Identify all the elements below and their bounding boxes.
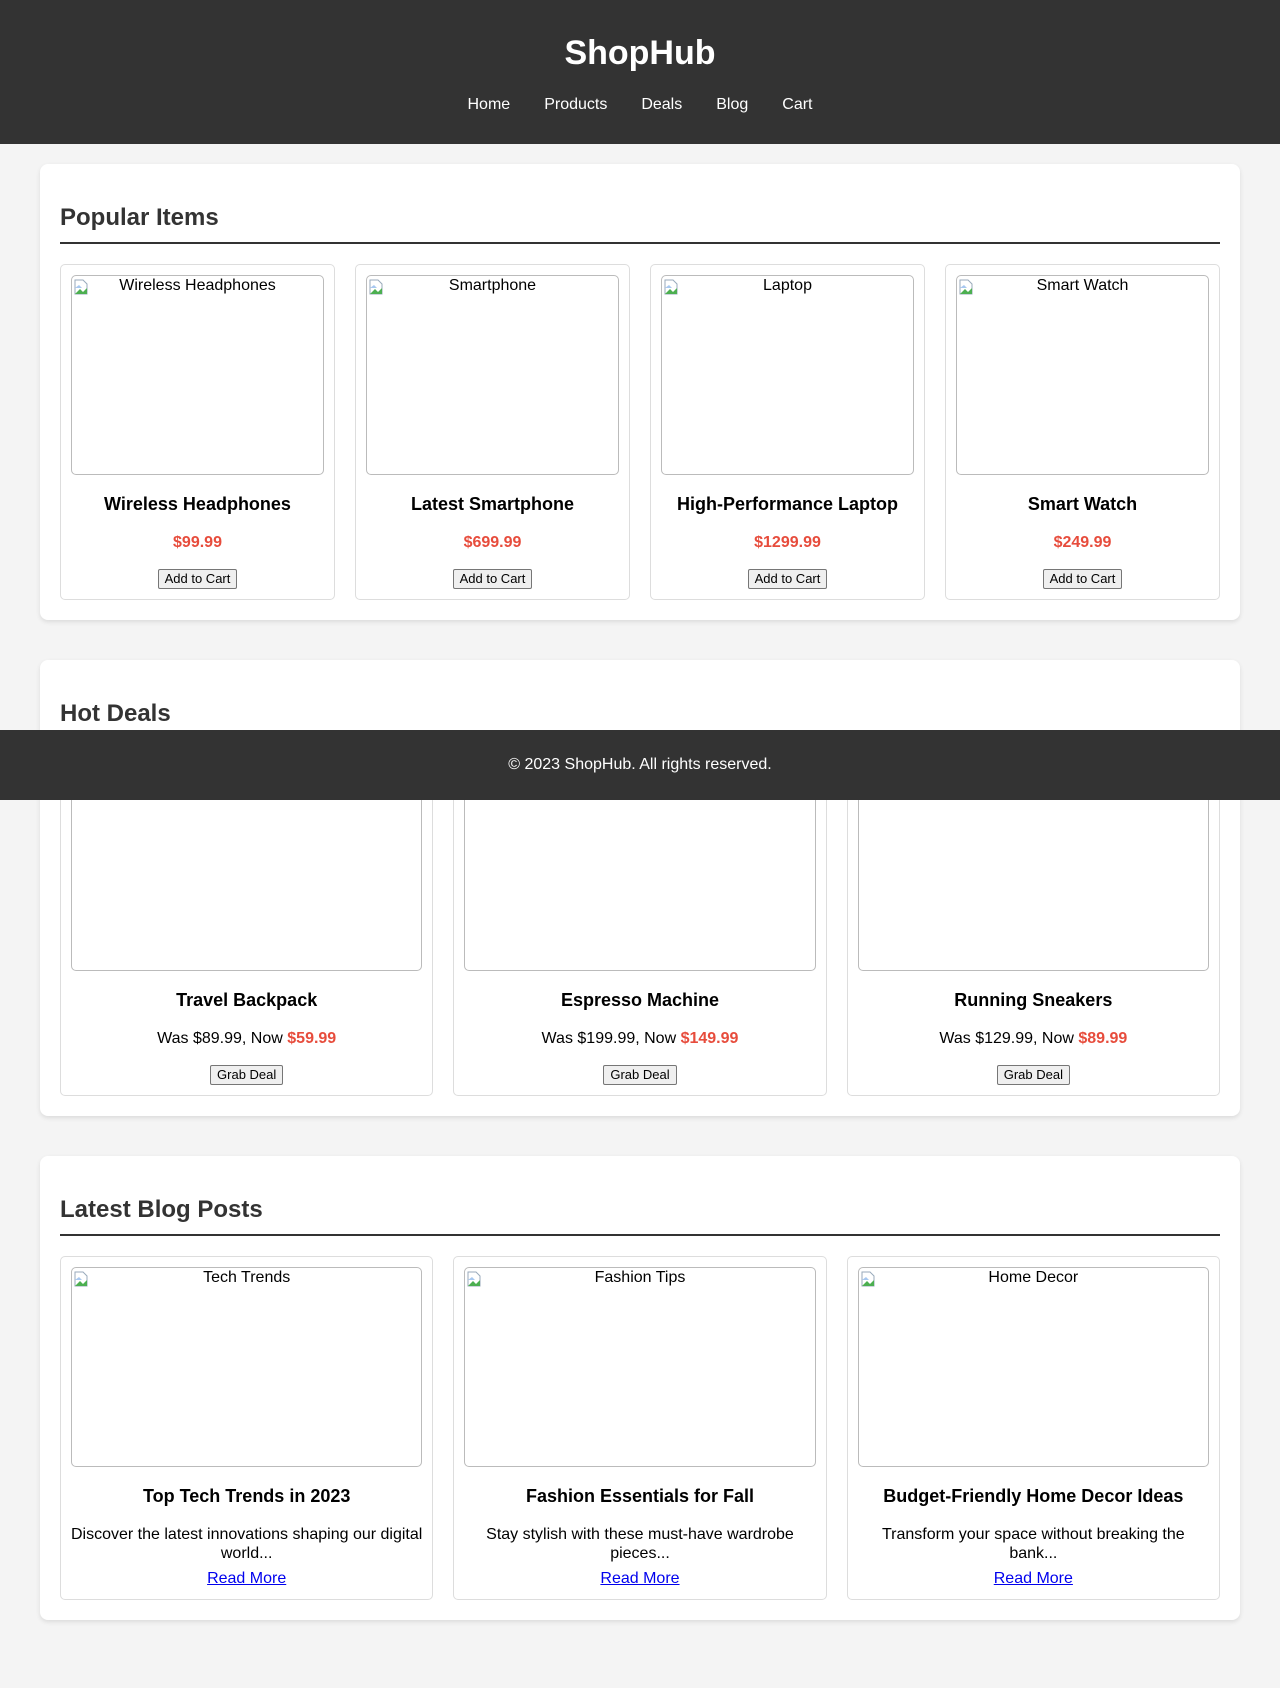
image-alt-text: Fashion Tips (594, 1269, 686, 1286)
deal-pricing (464, 1029, 815, 1049)
nav-deals[interactable]: Deals (641, 96, 683, 113)
image-alt-text: Smart Watch (1036, 277, 1129, 294)
site-logo[interactable]: ShopHub (564, 34, 716, 72)
product-price: $699.99 (463, 534, 522, 551)
nav-cart[interactable]: Cart (782, 96, 813, 113)
main-nav (0, 95, 1280, 115)
blog-excerpt: Transform your space without breaking the bank... (881, 1526, 1185, 1562)
image-alt-text: Home Decor (988, 1269, 1079, 1286)
image-alt-text: Wireless Headphones (119, 277, 276, 294)
deal-card (60, 760, 433, 1096)
main-content (0, 144, 1280, 1620)
product-image (956, 275, 1209, 475)
product-name: Latest Smartphone (410, 494, 575, 514)
blog-image (464, 1267, 815, 1467)
deal-image (71, 771, 422, 971)
blog-card (60, 1256, 433, 1600)
product-price: $99.99 (173, 534, 222, 551)
now-price: $149.99 (680, 1030, 739, 1047)
product-price: $1299.99 (754, 534, 821, 551)
product-name: High-Performance Laptop (676, 494, 899, 514)
blog-title: Fashion Essentials for Fall (525, 1486, 755, 1506)
was-price: Was $199.99, Now (541, 1030, 681, 1047)
broken-image-icon (861, 1271, 875, 1287)
now-price: $59.99 (287, 1030, 337, 1047)
blog-grid (60, 1256, 1220, 1600)
add-to-cart-button[interactable]: Add to Cart (748, 569, 828, 589)
product-image (71, 275, 324, 475)
broken-image-icon (74, 1271, 88, 1287)
blog-section (40, 1156, 1240, 1620)
broken-image-icon (467, 1271, 481, 1287)
deals-grid (60, 760, 1220, 1096)
broken-image-icon (959, 279, 973, 295)
blog-title: Top Tech Trends in 2023 (142, 1486, 351, 1506)
nav-blog[interactable]: Blog (716, 96, 749, 113)
deal-name: Travel Backpack (176, 990, 318, 1010)
section-heading: Latest Blog Posts (60, 1196, 1220, 1236)
add-to-cart-button[interactable]: Add to Cart (158, 569, 238, 589)
blog-card (453, 1256, 826, 1600)
blog-excerpt: Stay stylish with these must-have wardrobe pieces... (486, 1526, 794, 1562)
broken-image-icon (74, 279, 88, 295)
product-card (355, 264, 630, 600)
add-to-cart-button[interactable]: Add to Cart (1043, 569, 1123, 589)
deal-name: Espresso Machine (560, 990, 720, 1010)
product-name: Wireless Headphones (104, 494, 291, 514)
blog-image (71, 1267, 422, 1467)
site-header (0, 0, 1280, 144)
read-more-link[interactable]: Read More (600, 1570, 680, 1587)
grab-deal-button[interactable]: Grab Deal (997, 1065, 1070, 1085)
product-image (661, 275, 914, 475)
product-name: Smart Watch (1027, 494, 1138, 514)
deal-card (453, 760, 826, 1096)
blog-image (858, 1267, 1209, 1467)
deal-card (847, 760, 1220, 1096)
product-card (60, 264, 335, 600)
grab-deal-button[interactable]: Grab Deal (603, 1065, 676, 1085)
deal-image (858, 771, 1209, 971)
blog-card (847, 1256, 1220, 1600)
popular-items-section (40, 164, 1240, 620)
product-grid (60, 264, 1220, 600)
add-to-cart-button[interactable]: Add to Cart (453, 569, 533, 589)
nav-home[interactable]: Home (467, 96, 511, 113)
product-card (945, 264, 1220, 600)
hot-deals-section (40, 660, 1240, 1116)
nav-products[interactable]: Products (544, 96, 608, 113)
deal-image (464, 771, 815, 971)
now-price: $89.99 (1078, 1030, 1128, 1047)
was-price: Was $89.99, Now (157, 1030, 288, 1047)
section-heading: Popular Items (60, 204, 1220, 244)
deal-pricing (71, 1029, 422, 1049)
product-image (366, 275, 619, 475)
section-heading: Hot Deals (60, 700, 1220, 740)
blog-title: Budget-Friendly Home Decor Ideas (883, 1486, 1184, 1506)
deal-name: Running Sneakers (954, 990, 1113, 1010)
broken-image-icon (369, 279, 383, 295)
image-alt-text: Laptop (763, 277, 812, 294)
product-price: $249.99 (1053, 534, 1112, 551)
read-more-link[interactable]: Read More (993, 1570, 1073, 1587)
broken-image-icon (664, 279, 678, 295)
image-alt-text: Tech Trends (203, 1269, 291, 1286)
read-more-link[interactable]: Read More (207, 1570, 287, 1587)
image-alt-text: Smartphone (448, 277, 537, 294)
blog-excerpt: Discover the latest innovations shaping our digital world... (71, 1526, 423, 1562)
product-card (650, 264, 925, 600)
copyright-text: © 2023 ShopHub. All rights reserved. (508, 756, 772, 773)
grab-deal-button[interactable]: Grab Deal (210, 1065, 283, 1085)
deal-pricing (858, 1029, 1209, 1049)
was-price: Was $129.99, Now (939, 1030, 1079, 1047)
site-footer (0, 730, 1280, 800)
